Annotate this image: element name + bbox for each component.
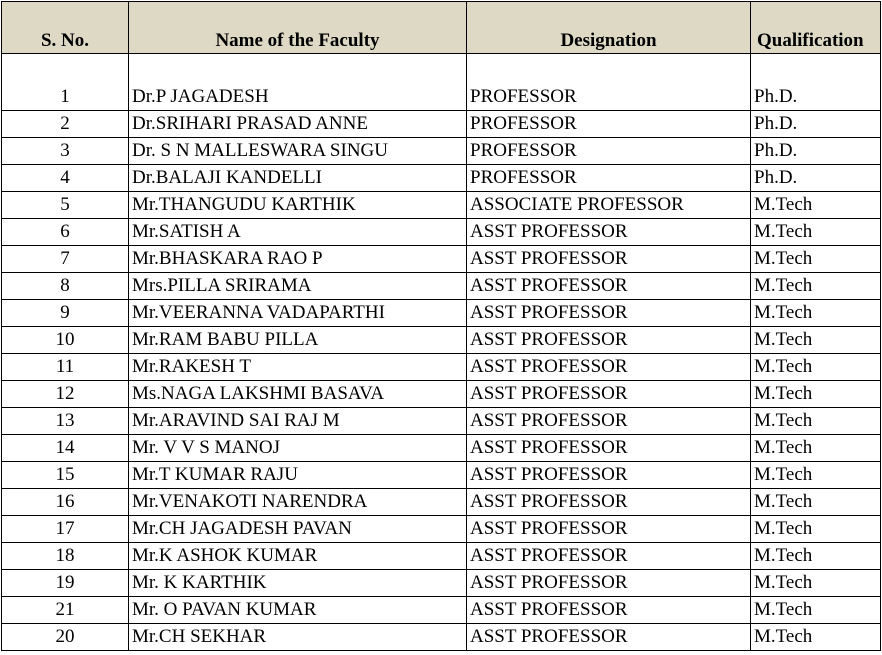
designation-cell: ASST PROFESSOR [467, 300, 751, 327]
sno-cell: 12 [2, 381, 129, 408]
faculty-name-cell: Dr.BALAJI KANDELLI [129, 165, 467, 192]
header-row [2, 2, 881, 54]
qualification-cell: M.Tech [751, 354, 881, 381]
designation-cell: ASST PROFESSOR [467, 327, 751, 354]
sno-cell: 7 [2, 246, 129, 273]
table-row [2, 300, 881, 327]
faculty-name-cell: Mr.RAM BABU PILLA [129, 327, 467, 354]
sno-cell: 20 [2, 624, 129, 651]
table-body [2, 54, 881, 651]
faculty-name-cell: Mr. O PAVAN KUMAR [129, 597, 467, 624]
qualification-cell: Ph.D. [751, 165, 881, 192]
column-header-sno: S. No. [2, 2, 129, 54]
faculty-name-cell: Mr.CH JAGADESH PAVAN [129, 516, 467, 543]
table-row [2, 543, 881, 570]
sno-cell: 15 [2, 462, 129, 489]
designation-cell: ASST PROFESSOR [467, 246, 751, 273]
designation-cell: ASST PROFESSOR [467, 354, 751, 381]
sno-cell: 18 [2, 543, 129, 570]
faculty-name-cell: Mr.RAKESH T [129, 354, 467, 381]
designation-cell: ASST PROFESSOR [467, 273, 751, 300]
faculty-name-cell: Mr.VENAKOTI NARENDRA [129, 489, 467, 516]
table-row [2, 570, 881, 597]
sno-cell: 21 [2, 597, 129, 624]
table-row [2, 54, 881, 111]
sno-cell: 19 [2, 570, 129, 597]
table-row [2, 165, 881, 192]
sno-cell: 8 [2, 273, 129, 300]
sno-cell: 10 [2, 327, 129, 354]
designation-cell: ASST PROFESSOR [467, 462, 751, 489]
faculty-name-cell: Dr.SRIHARI PRASAD ANNE [129, 111, 467, 138]
qualification-cell: M.Tech [751, 327, 881, 354]
designation-cell: ASST PROFESSOR [467, 435, 751, 462]
sno-cell: 17 [2, 516, 129, 543]
designation-cell: ASST PROFESSOR [467, 543, 751, 570]
table-row [2, 462, 881, 489]
designation-cell: ASST PROFESSOR [467, 489, 751, 516]
sno-cell: 6 [2, 219, 129, 246]
sno-cell: 3 [2, 138, 129, 165]
qualification-cell: M.Tech [751, 597, 881, 624]
qualification-cell: M.Tech [751, 219, 881, 246]
table-row [2, 273, 881, 300]
qualification-cell: M.Tech [751, 192, 881, 219]
faculty-name-cell: Mr.K ASHOK KUMAR [129, 543, 467, 570]
table-row [2, 138, 881, 165]
sno-cell: 4 [2, 165, 129, 192]
table-row [2, 435, 881, 462]
sno-cell: 5 [2, 192, 129, 219]
table-header [2, 2, 881, 54]
designation-cell: PROFESSOR [467, 54, 751, 111]
sno-cell: 11 [2, 354, 129, 381]
table-row [2, 489, 881, 516]
table-row [2, 408, 881, 435]
table-row [2, 327, 881, 354]
faculty-name-cell: Mr.T KUMAR RAJU [129, 462, 467, 489]
table-row [2, 246, 881, 273]
designation-cell: PROFESSOR [467, 138, 751, 165]
qualification-cell: M.Tech [751, 462, 881, 489]
faculty-name-cell: Mr.CH SEKHAR [129, 624, 467, 651]
designation-cell: PROFESSOR [467, 165, 751, 192]
designation-cell: ASST PROFESSOR [467, 516, 751, 543]
qualification-cell: M.Tech [751, 516, 881, 543]
qualification-cell: Ph.D. [751, 111, 881, 138]
table-row [2, 354, 881, 381]
table-row [2, 597, 881, 624]
designation-cell: ASST PROFESSOR [467, 219, 751, 246]
qualification-cell: M.Tech [751, 624, 881, 651]
designation-cell: ASST PROFESSOR [467, 408, 751, 435]
faculty-name-cell: Mr. V V S MANOJ [129, 435, 467, 462]
sno-cell: 16 [2, 489, 129, 516]
qualification-cell: M.Tech [751, 570, 881, 597]
faculty-name-cell: Mr.VEERANNA VADAPARTHI [129, 300, 467, 327]
column-header-name: Name of the Faculty [129, 2, 467, 54]
table-row [2, 192, 881, 219]
qualification-cell: M.Tech [751, 435, 881, 462]
column-header-designation: Designation [467, 2, 751, 54]
faculty-name-cell: Mrs.PILLA SRIRAMA [129, 273, 467, 300]
table-row [2, 516, 881, 543]
designation-cell: PROFESSOR [467, 111, 751, 138]
sno-cell: 9 [2, 300, 129, 327]
column-header-qualification: Qualification [751, 2, 881, 54]
designation-cell: ASST PROFESSOR [467, 597, 751, 624]
faculty-name-cell: Dr.P JAGADESH [129, 54, 467, 111]
qualification-cell: M.Tech [751, 489, 881, 516]
sno-cell: 1 [2, 54, 129, 111]
qualification-cell: M.Tech [751, 273, 881, 300]
faculty-name-cell: Mr.SATISH A [129, 219, 467, 246]
sno-cell: 14 [2, 435, 129, 462]
qualification-cell: M.Tech [751, 300, 881, 327]
faculty-name-cell: Mr.THANGUDU KARTHIK [129, 192, 467, 219]
sno-cell: 13 [2, 408, 129, 435]
table-row [2, 219, 881, 246]
designation-cell: ASST PROFESSOR [467, 624, 751, 651]
qualification-cell: M.Tech [751, 381, 881, 408]
faculty-table [1, 1, 881, 651]
faculty-name-cell: Mr. K KARTHIK [129, 570, 467, 597]
sno-cell: 2 [2, 111, 129, 138]
designation-cell: ASST PROFESSOR [467, 381, 751, 408]
designation-cell: ASST PROFESSOR [467, 570, 751, 597]
qualification-cell: M.Tech [751, 408, 881, 435]
qualification-cell: Ph.D. [751, 54, 881, 111]
designation-cell: ASSOCIATE PROFESSOR [467, 192, 751, 219]
qualification-cell: M.Tech [751, 246, 881, 273]
faculty-name-cell: Mr.BHASKARA RAO P [129, 246, 467, 273]
table-row [2, 381, 881, 408]
table-row [2, 624, 881, 651]
table-row [2, 111, 881, 138]
faculty-name-cell: Ms.NAGA LAKSHMI BASAVA [129, 381, 467, 408]
faculty-name-cell: Dr. S N MALLESWARA SINGU [129, 138, 467, 165]
faculty-name-cell: Mr.ARAVIND SAI RAJ M [129, 408, 467, 435]
qualification-cell: M.Tech [751, 543, 881, 570]
qualification-cell: Ph.D. [751, 138, 881, 165]
